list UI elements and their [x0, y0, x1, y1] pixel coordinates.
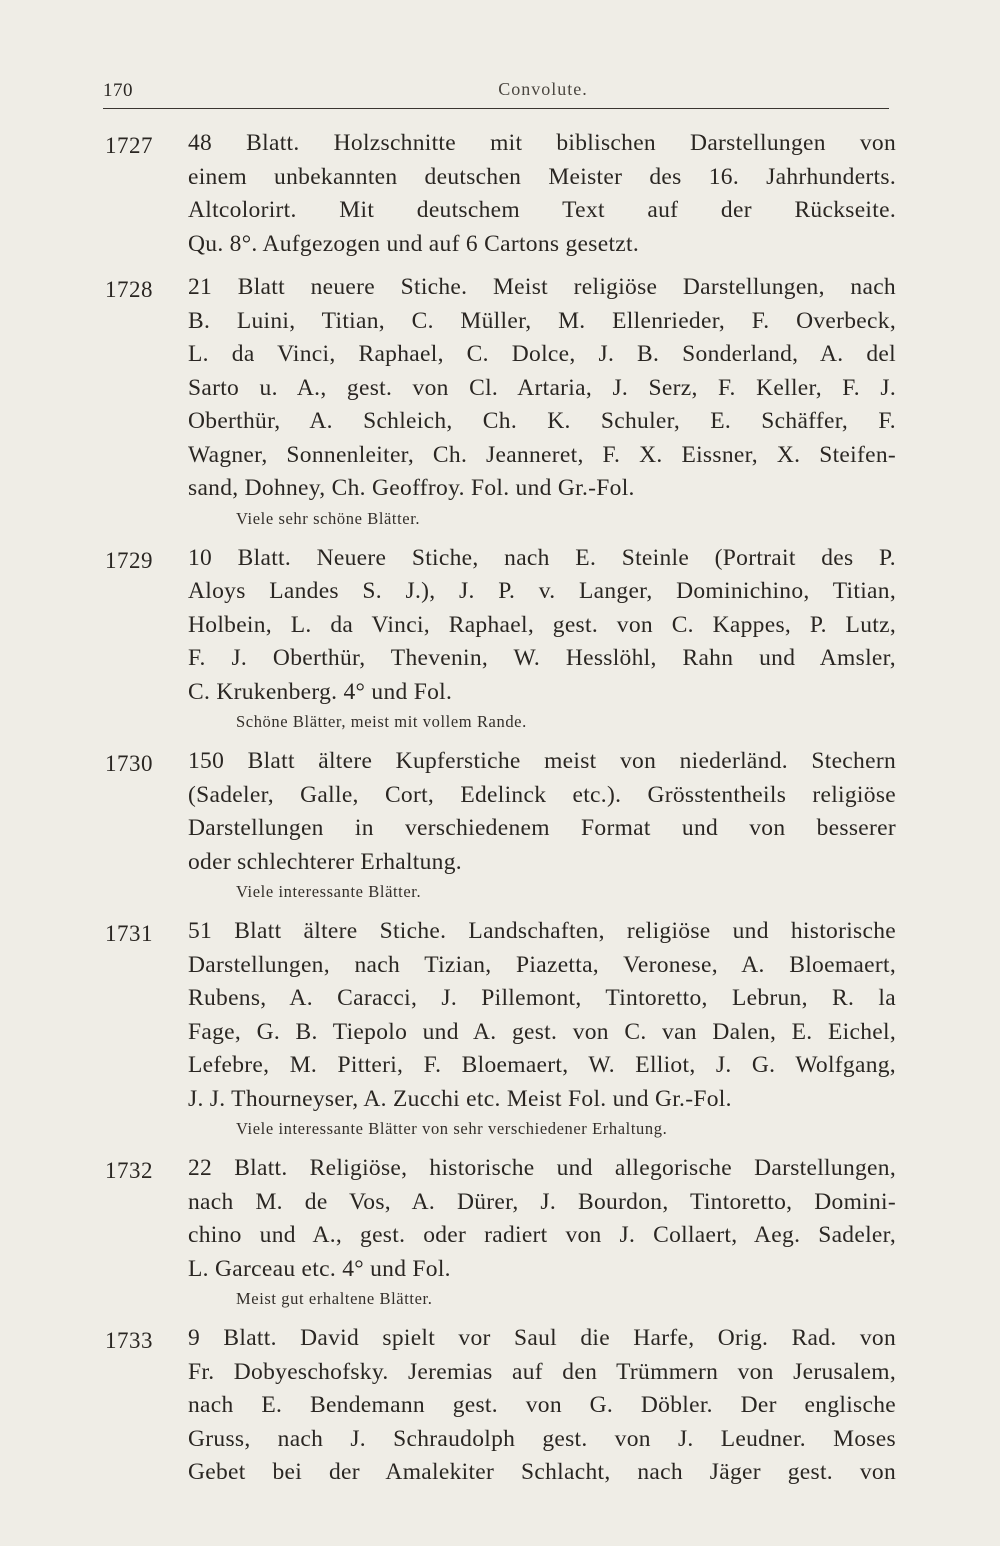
description-line: 9 Blatt. David spielt vor Saul die Harfe, Orig. Rad. von — [188, 1325, 896, 1351]
description-line: 22 Blatt. Religiöse, historische und allegorische Darstellungen, — [188, 1155, 896, 1181]
description-line: 10 Blatt. Neuere Stiche, nach E. Steinle (Portrait des P. — [188, 544, 896, 571]
description-line: Aloys Landes S. J.), J. P. v. Langer, Dominichino, Titian, — [188, 578, 896, 604]
lot-note: Meist gut erhaltene Blätter. — [236, 1289, 433, 1308]
lot-description — [188, 915, 896, 1116]
lot-entry-1733 — [0, 1322, 1000, 1490]
lot-number: 1732 — [105, 1158, 153, 1183]
lot-number: 1733 — [105, 1328, 153, 1353]
description-line: einem unbekannten deutschen Meister des 16. Jahrhunderts. — [188, 163, 896, 190]
description-line: Fr. Dobyeschofsky. Jeremias auf den Trümmern von Jerusalem, — [188, 1358, 896, 1385]
lot-note: Schöne Blätter, meist mit vollem Rande. — [236, 712, 527, 731]
description-line: L. Garceau etc. 4° und Fol. — [188, 1255, 451, 1282]
description-line: (Sadeler, Galle, Cort, Edelinck etc.). Grösstentheils religiöse — [188, 781, 896, 808]
page-header — [103, 76, 889, 109]
lot-note: Viele interessante Blätter. — [236, 882, 422, 901]
lot-number: 1728 — [105, 277, 153, 302]
description-line: Lefebre, M. Pitteri, F. Bloemaert, W. Elliot, J. G. Wolfgang, — [188, 1052, 896, 1078]
description-line: Darstellungen in verschiedenem Format und von besserer — [188, 815, 896, 841]
lot-description — [188, 127, 896, 261]
description-line: F. J. Oberthür, Thevenin, W. Hesslöhl, Rahn und Amsler, — [188, 645, 896, 671]
lot-list — [0, 127, 1000, 1500]
running-head: Convolute. — [498, 79, 588, 99]
description-line: Qu. 8°. Aufgezogen und auf 6 Cartons gesetzt. — [188, 230, 640, 257]
description-line: Fage, G. B. Tiepolo und A. gest. von C. van Dalen, E. Eichel, — [188, 1018, 896, 1045]
description-line: sand, Dohney, Ch. Geoffroy. Fol. und Gr.-Fol. — [188, 475, 635, 501]
description-line: Gebet bei der Amalekiter Schlacht, nach Jäger gest. von — [188, 1459, 896, 1485]
lot-entry-1728 — [0, 271, 1000, 532]
description-line: oder schlechterer Erhaltung. — [188, 848, 462, 875]
description-line: C. Krukenberg. 4° und Fol. — [188, 678, 453, 705]
lot-description — [188, 745, 896, 879]
lot-note: Viele sehr schöne Blätter. — [236, 508, 421, 528]
page-number: 170 — [103, 80, 133, 101]
description-line: Altcolorirt. Mit deutschem Text auf der Rückseite. — [188, 197, 896, 223]
description-line: Wagner, Sonnenleiter, Ch. Jeanneret, F. X. Eissner, X. Steifen- — [188, 441, 896, 468]
lot-number: 1727 — [105, 133, 153, 158]
lot-note: Viele interessante Blätter von sehr verschiedener Erhaltung. — [236, 1119, 668, 1138]
description-line: 150 Blatt ältere Kupferstiche meist von niederländ. Stechern — [188, 748, 896, 774]
description-line: 48 Blatt. Holzschnitte mit biblischen Darstellungen von — [188, 130, 896, 156]
description-line: Rubens, A. Caracci, J. Pillemont, Tintoretto, Lebrun, R. la — [188, 985, 896, 1011]
description-line: nach M. de Vos, A. Dürer, J. Bourdon, Tintoretto, Domini- — [188, 1188, 896, 1215]
lot-entry-1732 — [0, 1152, 1000, 1312]
lot-entry-1729 — [0, 542, 1000, 736]
lot-number: 1731 — [105, 921, 153, 946]
description-line: J. J. Thourneyser, A. Zucchi etc. Meist Fol. und Gr.-Fol. — [188, 1085, 732, 1112]
lot-description — [188, 1322, 896, 1490]
description-line: Oberthür, A. Schleich, Ch. K. Schuler, E. Schäffer, F. — [188, 408, 896, 434]
lot-description — [188, 271, 896, 506]
description-line: L. da Vinci, Raphael, C. Dolce, J. B. Sonderland, A. del — [188, 341, 896, 367]
lot-number: 1729 — [105, 547, 153, 573]
description-line: Holbein, L. da Vinci, Raphael, gest. von C. Kappes, P. Lutz, — [188, 611, 896, 638]
description-line: chino und A., gest. oder radiert von J. Collaert, Aeg. Sadeler, — [188, 1222, 896, 1248]
lot-entry-1730 — [0, 745, 1000, 905]
lot-number: 1730 — [105, 751, 153, 776]
description-line: B. Luini, Titian, C. Müller, M. Ellenrieder, F. Overbeck, — [188, 307, 896, 334]
lot-description — [188, 542, 896, 710]
description-line: Darstellungen, nach Tizian, Piazetta, Veronese, A. Bloemaert, — [188, 951, 896, 978]
lot-entry-1731 — [0, 915, 1000, 1142]
description-line: 51 Blatt ältere Stiche. Landschaften, religiöse und historische — [188, 918, 896, 944]
description-line: nach E. Bendemann gest. von G. Döbler. Der englische — [188, 1392, 896, 1418]
description-line: 21 Blatt neuere Stiche. Meist religiöse Darstellungen, nach — [188, 274, 896, 300]
description-line: Sarto u. A., gest. von Cl. Artaria, J. Serz, F. Keller, F. J. — [188, 374, 896, 401]
lot-entry-1727 — [0, 127, 1000, 261]
lot-description — [188, 1152, 896, 1286]
description-line: Gruss, nach J. Schraudolph gest. von J. Leudner. Moses — [188, 1425, 896, 1452]
